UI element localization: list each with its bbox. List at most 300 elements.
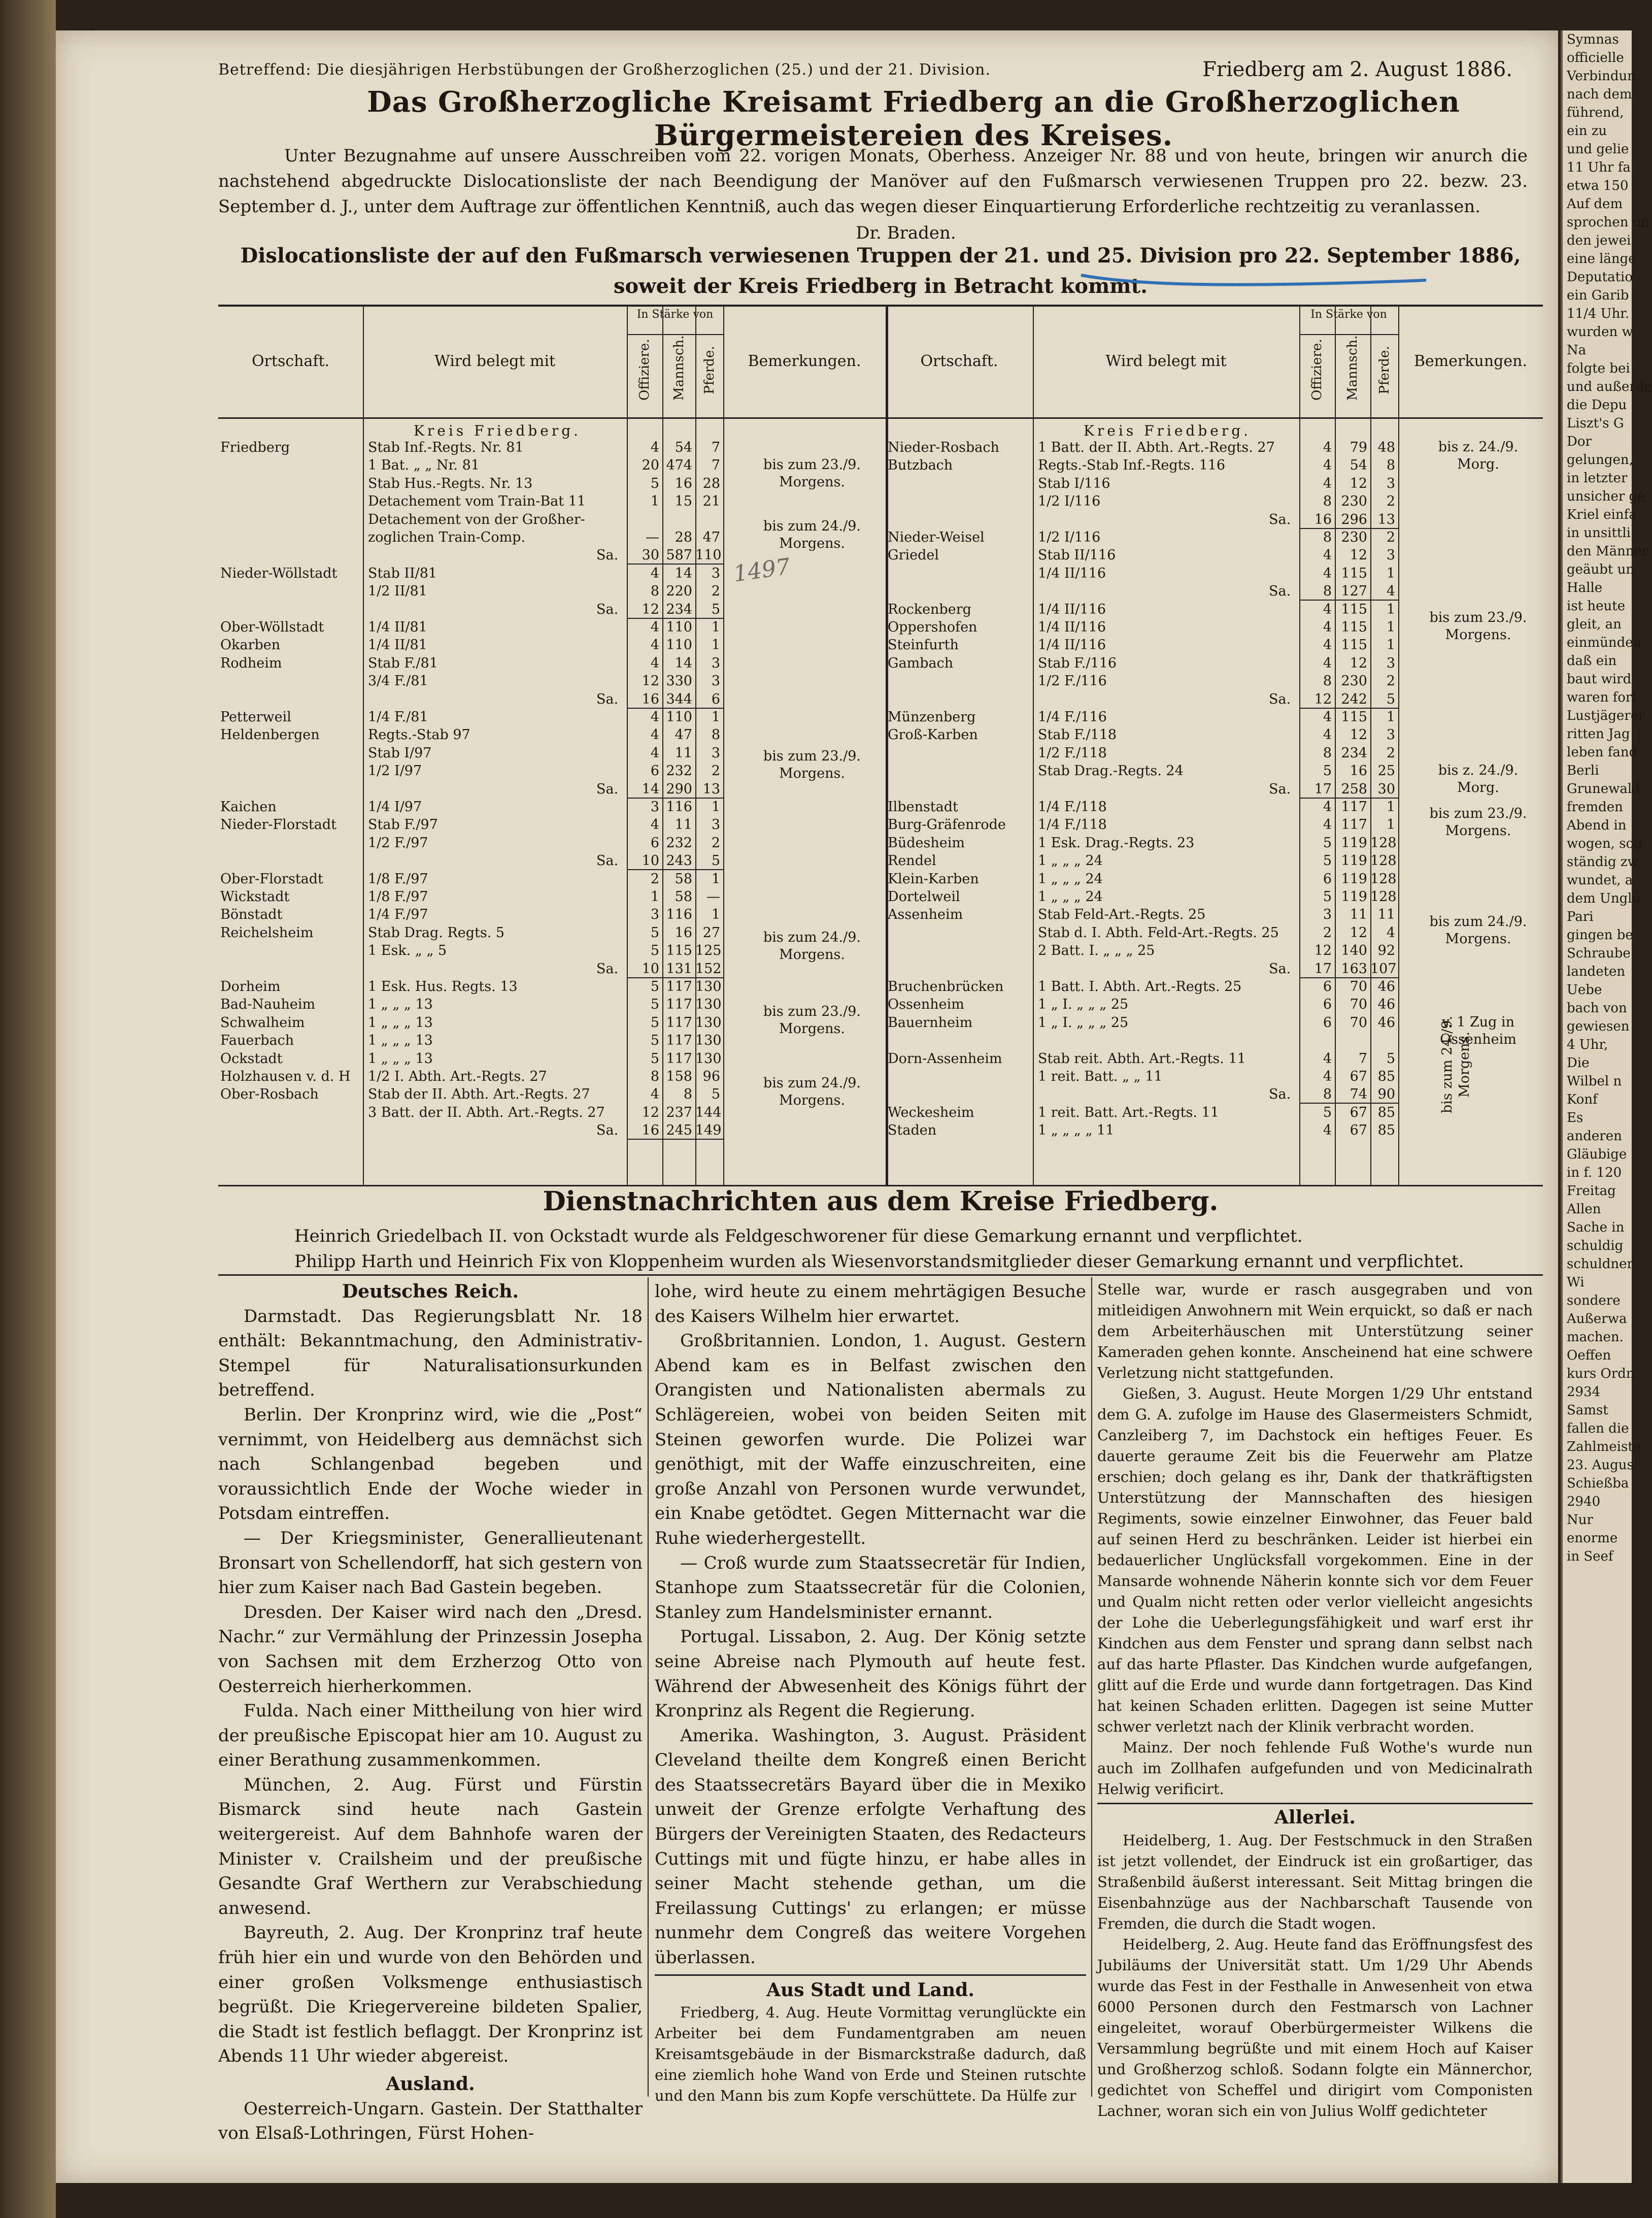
table-row [218, 618, 1543, 637]
row-mannschaften: 245 [666, 1122, 692, 1139]
row-unit: 1 „ „ „ 13 [368, 1014, 433, 1031]
header-ortschaft: Ortschaft. [251, 352, 330, 370]
strip-text: 4 Uhr, [1567, 1037, 1608, 1052]
table-row [218, 1032, 1543, 1050]
row-pferde: 11 [1377, 907, 1395, 923]
table-row [218, 1050, 1543, 1068]
row-mannschaften: 234 [1341, 745, 1367, 761]
kreis-label: Kreis Friedberg. [414, 422, 582, 439]
row-pferde: 3 [711, 817, 720, 833]
row-mannschaften: 67 [1350, 1104, 1367, 1120]
row-unit: 1 „ „ „ 24 [1038, 853, 1103, 869]
row-unit: 1/4 II/116 [1038, 565, 1106, 581]
article-paragraph: Amerika. Washington, 3. August. Präsident Cleveland theilte dem Kongreß einen Bericht des Staatssecretärs Bayard über die in Mexiko unweit der Grenze erfolgte Verhaftung des Bürgers der Vereinigten Staaten, des Redacteurs Cuttings mit und fügte hinzu, er habe alles in seiner Macht stehende gethan, um die Freilassung Cuttings' zu erlangen; er müsse nunmehr dem Congreß das weitere Vorgehen überlassen. [655, 1725, 1086, 1968]
row-ortschaft: Schwalheim [220, 1014, 305, 1031]
article-paragraph: Portugal. Lissabon, 2. Aug. Der König setzte seine Abreise nach Plymouth auf heute fest. Während der Abwesenheit des Königs führt der Kronprinz als Regent die Regierung. [655, 1627, 1086, 1722]
row-pferde: 1 [1386, 637, 1395, 653]
row-offiziere: 4 [1323, 440, 1332, 455]
article-paragraph: Mainz. Der noch fehlende Fuß Wothe's wurde nun auch im Zollhafen aufgefunden und von Medicinalrath Helwig verificirt. [1097, 1739, 1533, 1798]
row-unit: Stab I/97 [368, 745, 432, 761]
row-ortschaft: Holzhausen v. d. H [220, 1069, 351, 1084]
strip-text: unsicher ge [1567, 489, 1645, 504]
row-offiziere: 4 [650, 709, 659, 725]
row-mannschaften: 587 [666, 547, 692, 564]
row-ortschaft: Ockstadt [220, 1050, 283, 1067]
strip-text: waren fort [1567, 690, 1637, 705]
strip-text: Sache in [1567, 1220, 1625, 1235]
kreis-label: Kreis Friedberg. [1084, 422, 1252, 439]
table-row [218, 924, 1543, 942]
strip-text: und außerde [1567, 379, 1652, 394]
columns-rule [218, 1274, 1543, 1276]
row-mannschaften: 116 [666, 907, 692, 923]
row-unit: 1/4 II/81 [368, 637, 427, 653]
remark: v. 1 Zug in Ossenheim [1440, 1014, 1516, 1047]
row-offiziere: 5 [650, 1050, 659, 1067]
strip-text: machen. [1567, 1330, 1624, 1345]
row-unit: 1 reit. Batt. Art.-Regts. 11 [1038, 1104, 1219, 1120]
strip-text: gewiesen [1567, 1019, 1630, 1034]
section-deutsches-reich: Deutsches Reich. [342, 1281, 519, 1302]
row-ortschaft: Bönstadt [220, 907, 283, 923]
table-row [218, 636, 1543, 654]
header-ortschaft: Ortschaft. [920, 352, 998, 370]
row-pferde: 130 [695, 1050, 722, 1067]
row-pferde: 1 [1386, 799, 1395, 815]
row-ortschaft: Dortelweil [888, 889, 960, 905]
staerke-rule [627, 334, 723, 335]
row-mannschaften: 117 [666, 1050, 692, 1067]
header-staerke: In Stärke von [636, 308, 714, 321]
strip-text: 11/4 Uhr. [1567, 306, 1630, 321]
table-row [218, 852, 1543, 870]
strip-text: Samst [1567, 1403, 1608, 1418]
strip-text: in unsittli [1567, 525, 1631, 541]
strip-text: Wilbel n [1567, 1074, 1622, 1089]
row-unit: 1/4 F./81 [368, 709, 428, 725]
row-pferde: 110 [695, 547, 722, 564]
strip-text: sprochen un [1567, 215, 1650, 230]
row-offiziere: 4 [1323, 799, 1332, 815]
strip-text: eine länge [1567, 251, 1636, 267]
strip-text: gingen be [1567, 928, 1633, 943]
row-mannschaften: 115 [1341, 637, 1367, 653]
row-unit: 1 Batt. I. Abth. Art.-Regts. 25 [1038, 979, 1242, 995]
row-offiziere: 3 [650, 907, 659, 923]
strip-text: officielle [1567, 50, 1624, 65]
row-ortschaft: Nieder-Weisel [888, 529, 985, 545]
strip-text: Die [1567, 1055, 1590, 1071]
row-ortschaft: Ober-Rosbach [220, 1086, 319, 1103]
row-mannschaften: 116 [666, 799, 692, 815]
row-unit: Stab F./97 [368, 817, 438, 833]
section-ausland: Ausland. [386, 2073, 475, 2095]
row-offiziere: 10 [642, 961, 659, 977]
row-unit: 1/4 II/116 [1038, 637, 1106, 653]
strip-text: Schießba [1567, 1476, 1629, 1491]
row-pferde: 46 [1377, 979, 1395, 995]
row-mannschaften: 14 [675, 655, 692, 671]
row-offiziere: 8 [1323, 493, 1332, 510]
row-offiziere: 5 [650, 997, 659, 1013]
row-pferde: 5 [711, 601, 720, 617]
row-unit: Stab der II. Abth. Art.-Regts. 27 [368, 1086, 590, 1103]
row-mannschaften: 54 [675, 440, 692, 455]
remark: bis z. 24./9. Morg. [1438, 439, 1519, 472]
table-row [218, 726, 1543, 744]
row-unit: 1 „ I. „ „ „ 25 [1038, 1014, 1129, 1031]
row-unit: 1/4 F./118 [1038, 799, 1107, 815]
row-mannschaften: 11 [1350, 907, 1367, 923]
row-mannschaften: 58 [675, 889, 692, 905]
remark: bis z. 24./9. Morg. [1438, 763, 1519, 796]
strip-text: den Männer [1567, 544, 1648, 559]
article-paragraph: Gießen, 3. August. Heute Morgen 1/29 Uhr entstand dem G. A. zufolge im Hause des Glasermeisters Schmidt, Canzleiberg 7, im Dachstock ein heftiges Feuer. Es dauerte geraume Zeit bis die Feuerwehr am Platze erschien; doch gelang es ihr, Dank der thatkräftigsten Unterstützung der Mannschaften des hiesigen Regiments, sowie einzelner Einwohner, das Feuer bald auf seinen Herd zu beschränken. Leider ist hierbei ein bedauerlicher Unglücksfall vorgekommen. Eine in der Mansarde wohnende Näherin konnte sich vor dem Feuer und Qualm nicht retten oder verlor vielleicht angesichts der Lohe die Ueberlegungsfähigkeit und warf erst ihr Kindchen aus dem Fenster und sprang dann selbst nach auf das harte Pflaster. Das Kindchen wurde aufgefangen, glitt auf die Erde und wurde dann fortgetragen. Das Kind hat keinen Schaden erlitten. Dagegen ist seine Mutter schwer verletzt nach der Klinik verbracht worden. [1097, 1385, 1533, 1735]
strip-text: in Seef [1567, 1549, 1613, 1564]
row-offiziere: 30 [642, 547, 659, 564]
row-mannschaften: 110 [666, 709, 692, 725]
row-offiziere: 5 [1323, 763, 1332, 779]
strip-text: die Depu [1567, 398, 1627, 413]
row-offiziere: 12 [1314, 943, 1332, 959]
row-pferde: 4 [1386, 924, 1395, 941]
row-offiziere: 5 [650, 979, 659, 995]
row-unit: 1/2 F./116 [1038, 673, 1107, 689]
row-pferde: 128 [1370, 871, 1397, 887]
row-pferde: 3 [711, 745, 720, 761]
row-mannschaften: 67 [1350, 1069, 1367, 1084]
row-mannschaften: 158 [666, 1069, 692, 1084]
row-offiziere: 12 [642, 1104, 659, 1120]
row-ortschaft: Fauerbach [220, 1033, 294, 1049]
section-rule [655, 1974, 1086, 1976]
row-pferde: 85 [1377, 1122, 1395, 1139]
strip-text: schuldig [1567, 1238, 1624, 1253]
row-offiziere: 17 [1314, 961, 1332, 977]
table-row [218, 528, 1543, 547]
row-pferde: 21 [702, 493, 720, 510]
row-mannschaften: 7 [1358, 1050, 1367, 1067]
row-offiziere: 6 [650, 835, 659, 851]
header-belegt: Wird belegt mit [434, 352, 556, 370]
row-offiziere: 4 [650, 817, 659, 833]
row-pferde: 96 [702, 1069, 720, 1084]
row-ortschaft: Groß-Karben [888, 727, 978, 743]
newspaper-page [56, 30, 1558, 2183]
row-pferde: 144 [695, 1104, 722, 1120]
row-offiziere: 6 [1323, 979, 1332, 995]
row-pferde: 149 [695, 1122, 722, 1139]
table-header [218, 307, 1543, 419]
row-ortschaft: Oppershofen [888, 619, 977, 635]
row-unit: 2 Batt. I. „ „ „ 25 [1038, 943, 1155, 959]
row-unit: Sa. [596, 853, 619, 869]
remark: bis zum 24./9. Morgens. [1429, 913, 1527, 947]
row-unit: Detachement vom Train-Bat 11 [368, 493, 586, 510]
row-offiziere: 16 [1314, 511, 1332, 527]
row-ortschaft: Bauernheim [888, 1014, 973, 1031]
table-row [218, 744, 1543, 763]
row-pferde: 7 [711, 457, 720, 474]
row-offiziere: 4 [1323, 655, 1332, 671]
row-mannschaften: 28 [675, 529, 692, 545]
strip-text: Nur [1567, 1512, 1593, 1528]
column-1 [218, 1279, 643, 2146]
row-pferde: 130 [695, 1014, 722, 1031]
row-offiziere: 8 [1323, 583, 1332, 600]
strip-text: nach dem [1567, 87, 1632, 102]
row-pferde: 3 [1386, 655, 1395, 671]
row-unit: Stab reit. Abth. Art.-Regts. 11 [1038, 1050, 1246, 1067]
strip-text: Abend in [1567, 818, 1627, 833]
row-unit: Sa. [596, 961, 619, 977]
row-offiziere: 10 [642, 853, 659, 869]
row-offiziere: 4 [650, 619, 659, 635]
row-mannschaften: 237 [666, 1104, 692, 1120]
row-ortschaft: Ilbenstadt [888, 799, 958, 815]
header-mannschaften: Mannsch. [1345, 335, 1360, 401]
row-ortschaft: Weckesheim [888, 1104, 974, 1120]
row-mannschaften: 140 [1341, 943, 1367, 959]
row-unit: Stab F./118 [1038, 727, 1117, 743]
row-unit: 1/2 I/116 [1038, 493, 1101, 510]
row-unit: 1 Esk. „ „ 5 [368, 943, 447, 959]
row-offiziere: 5 [1323, 889, 1332, 905]
row-pferde: 1 [1386, 619, 1395, 635]
row-unit: Regts.-Stab Inf.-Regts. 116 [1038, 457, 1226, 474]
row-ortschaft: Büdesheim [888, 835, 965, 851]
row-pferde: 92 [1377, 943, 1395, 959]
row-ortschaft: Nieder-Rosbach [888, 440, 999, 455]
dienst-line: Philipp Harth und Heinrich Fix von Kloppenheim wurden als Wiesenvorstandsmitglieder dieser Gemarkung ernannt und verpflichtet. [294, 1251, 1464, 1272]
row-unit: Stab Drag.-Regts. 24 [1038, 763, 1184, 779]
strip-text: 2940 [1567, 1494, 1601, 1509]
strip-text: Lustjägerer [1567, 708, 1645, 723]
row-pferde: 8 [1386, 457, 1395, 474]
table-row [218, 565, 1543, 583]
table-row [218, 654, 1543, 673]
row-pferde: 6 [711, 691, 720, 707]
section-rule [1097, 1803, 1533, 1804]
row-unit: 1/4 F./116 [1038, 709, 1107, 725]
row-ortschaft: Gambach [888, 655, 954, 671]
row-mannschaften: 344 [666, 691, 692, 707]
row-pferde: 3 [711, 655, 720, 671]
row-pferde: 46 [1377, 997, 1395, 1013]
row-pferde: 2 [1386, 493, 1395, 510]
row-unit: 1/2 I. Abth. Art.-Regts. 27 [368, 1069, 547, 1084]
strip-text: Deputatio [1567, 270, 1633, 285]
row-mannschaften: 115 [1341, 709, 1367, 725]
list-title: Dislocationsliste der auf den Fußmarsch verwiesenen Truppen der 21. und 25. Division pro 22. September 1886, soweit der Kreis Friedberg in Betracht kommt. [240, 244, 1521, 298]
article-paragraph: Bayreuth, 2. Aug. Der Kronprinz traf heute früh hier ein und wurde von den Behörden und einer großen Volksmenge enthusiastisch begrüßt. Die Kriegervereine bildeten Spalier, die Stadt ist festlich beflaggt. Der Kronprinz ist Abends 11 Uhr wieder abgereist. [218, 1923, 643, 2067]
row-pferde: 1 [1386, 565, 1395, 581]
row-pferde: 130 [695, 997, 722, 1013]
row-offiziere: 4 [1323, 619, 1332, 635]
table-row [218, 942, 1543, 960]
row-offiziere: 5 [650, 1014, 659, 1031]
row-ortschaft: Friedberg [220, 440, 290, 455]
row-offiziere: 4 [1323, 637, 1332, 653]
table-row [218, 475, 1543, 493]
remark: bis zum 24./9. Morgens. [763, 930, 861, 963]
strip-text: und gelie [1567, 142, 1629, 157]
header-offiziere: Offiziere. [1309, 339, 1325, 401]
row-unit: Sa. [596, 547, 619, 564]
row-unit: Sa. [1269, 1086, 1291, 1103]
row-mannschaften: 11 [675, 817, 692, 833]
adjacent-page-strip [1561, 30, 1652, 2183]
row-pferde: 3 [1386, 547, 1395, 564]
row-mannschaften: 131 [666, 961, 692, 977]
row-mannschaften: 12 [1350, 655, 1367, 671]
row-mannschaften: 58 [675, 871, 692, 887]
row-offiziere: 4 [1323, 565, 1332, 581]
row-mannschaften: 74 [1350, 1086, 1367, 1103]
row-offiziere: 3 [650, 799, 659, 815]
row-pferde: — [706, 889, 720, 905]
row-mannschaften: 110 [666, 637, 692, 653]
row-pferde: 1 [1386, 817, 1395, 833]
row-mannschaften: 12 [1350, 547, 1367, 564]
blue-pen-underline [1076, 265, 1431, 295]
row-offiziere: 8 [1323, 673, 1332, 689]
betreffend-text: Betreffend: Die diesjährigen Herbstübungen der Großherzoglichen (25.) und der 21. Division. [218, 61, 991, 79]
row-unit: Sa. [596, 781, 619, 797]
row-pferde: 107 [1370, 961, 1397, 977]
strip-text: wogen, sog [1567, 836, 1642, 851]
table-row [218, 1104, 1543, 1122]
strip-text: Oeffen [1567, 1348, 1611, 1363]
row-offiziere: 6 [1323, 997, 1332, 1013]
row-pferde: 128 [1370, 889, 1397, 905]
row-ortschaft: Dorn-Assenheim [888, 1050, 1002, 1067]
strip-text: sondere [1567, 1293, 1621, 1308]
row-unit: Sa. [1269, 781, 1291, 797]
row-mannschaften: 290 [666, 781, 692, 797]
row-mannschaften: 70 [1350, 997, 1367, 1013]
row-offiziere: 5 [650, 475, 659, 491]
table-row [218, 690, 1543, 709]
remark: bis zum 23./9. Morgens. [763, 748, 861, 781]
row-ortschaft: Ober-Florstadt [220, 871, 323, 887]
row-offiziere: 5 [1323, 853, 1332, 869]
row-unit: 1/4 II/116 [1038, 601, 1106, 617]
row-ortschaft: Rockenberg [888, 601, 971, 617]
dienst-line: Heinrich Griedelbach II. von Ockstadt wurde als Feldgeschworener für diese Gemarkung ernannt und verpflichtet. [294, 1226, 1303, 1246]
article-paragraph: Berlin. Der Kronprinz wird, wie die „Post“ vernimmt, von Heidelberg aus demnächst sich nach Schlangenbad begeben und voraussichtlich Ende der Woche wieder in Potsdam eintreffen. [218, 1404, 643, 1524]
row-offiziere: 17 [1314, 781, 1332, 797]
row-mannschaften: 54 [1350, 457, 1367, 474]
row-mannschaften: 117 [666, 1014, 692, 1031]
row-pferde: 30 [1377, 781, 1395, 797]
pencil-note: 1497 [731, 553, 792, 587]
row-unit: Stab Drag. Regts. 5 [368, 924, 505, 941]
row-pferde: 46 [1377, 1014, 1395, 1031]
article-paragraph: Oesterreich-Ungarn. Gastein. Der Statthalter von Elsaß-Lothringen, Fürst Hohen- [218, 2098, 643, 2144]
row-unit: Detachement von der Großher- [368, 511, 585, 527]
row-unit: 1/4 F./118 [1038, 817, 1107, 833]
row-offiziere: 8 [650, 1069, 659, 1084]
header-offiziere: Offiziere. [637, 339, 652, 401]
row-ortschaft: Petterweil [220, 709, 291, 725]
row-offiziere: 4 [650, 655, 659, 671]
strip-text: Pari [1567, 909, 1594, 924]
strip-text: wurden w [1567, 324, 1633, 340]
row-offiziere: 4 [1323, 1050, 1332, 1067]
row-offiziere: 4 [650, 745, 659, 761]
dienst-title: Dienstnachrichten aus dem Kreise Friedberg. [543, 1186, 1219, 1217]
row-offiziere: 4 [1323, 601, 1332, 617]
row-mannschaften: 117 [1341, 799, 1367, 815]
row-offiziere: 8 [1323, 529, 1332, 545]
row-offiziere: 16 [642, 1122, 659, 1139]
row-pferde: 5 [711, 1086, 720, 1103]
row-offiziere: 4 [1323, 475, 1332, 491]
row-unit: 1/4 F./97 [368, 907, 428, 923]
row-mannschaften: 79 [1350, 440, 1367, 455]
row-pferde: 5 [711, 853, 720, 869]
strip-text: einmünden [1567, 635, 1642, 650]
row-offiziere: 3 [1323, 907, 1332, 923]
row-pferde: 3 [1386, 475, 1395, 491]
row-offiziere: 6 [1323, 871, 1332, 887]
row-offiziere: 4 [1323, 457, 1332, 474]
row-unit: Sa. [1269, 583, 1291, 600]
strip-text: Berli [1567, 763, 1599, 778]
row-pferde: 2 [1386, 673, 1395, 689]
row-pferde: 90 [1377, 1086, 1395, 1103]
row-ortschaft: Dorheim [220, 979, 281, 995]
strip-text: schuldner [1567, 1256, 1633, 1272]
strip-text: Es [1567, 1110, 1583, 1125]
row-mannschaften: 16 [675, 475, 692, 491]
row-mannschaften: 70 [1350, 979, 1367, 995]
row-mannschaften: 234 [666, 601, 692, 617]
dateline [218, 58, 1512, 84]
strip-text: Liszt's G [1567, 416, 1624, 431]
row-mannschaften: 115 [1341, 601, 1367, 617]
row-offiziere: 6 [1323, 1014, 1332, 1031]
table-row [218, 582, 1543, 601]
strip-text: führend, [1567, 105, 1624, 120]
strip-text: gleit, an [1567, 617, 1622, 632]
strip-text: ist heute [1567, 599, 1626, 614]
table-row [218, 960, 1543, 978]
row-ortschaft: Butzbach [888, 457, 953, 474]
row-unit: 1 „ „ „ 13 [368, 1050, 433, 1067]
strip-text: daß ein [1567, 653, 1617, 669]
date-text: Friedberg am 2. August 1886. [1202, 58, 1512, 81]
row-ortschaft: Bruchenbrücken [888, 979, 1004, 995]
row-mannschaften: 110 [666, 619, 692, 635]
row-unit: Stab I/116 [1038, 475, 1110, 491]
strip-text: 23. Augus [1567, 1458, 1634, 1473]
table-row [218, 672, 1543, 690]
row-mannschaften: 243 [666, 853, 692, 869]
row-offiziere: 8 [650, 583, 659, 600]
table-row [218, 1121, 1543, 1140]
row-mannschaften: 117 [1341, 817, 1367, 833]
article-paragraph: München, 2. Aug. Fürst und Fürstin Bismarck sind heute nach Gastein weitergereist. Auf dem Bahnhofe waren der Minister v. Crailsheim und der preußische Gesandte Graf Werthern zur Verabschiedung anwesend. [218, 1774, 643, 1918]
article-paragraph: Friedberg, 4. Aug. Heute Vormittag verunglückte ein Arbeiter bei dem Fundamentgraben am neuen Kreisamtsgebäude in der Bismarckstraße dadurch, daß eine ziemlich hohe Wand von Erde und Steinen rutschte und den Mann bis zum Kopfe verschüttete. Da Hülfe zur [655, 2004, 1086, 2105]
row-pferde: 8 [711, 727, 720, 743]
strip-text: Allen [1567, 1202, 1601, 1217]
row-pferde: 3 [711, 565, 720, 581]
dislocation-table [218, 305, 1543, 1186]
row-mannschaften: 117 [666, 1033, 692, 1049]
table-row [218, 708, 1543, 726]
